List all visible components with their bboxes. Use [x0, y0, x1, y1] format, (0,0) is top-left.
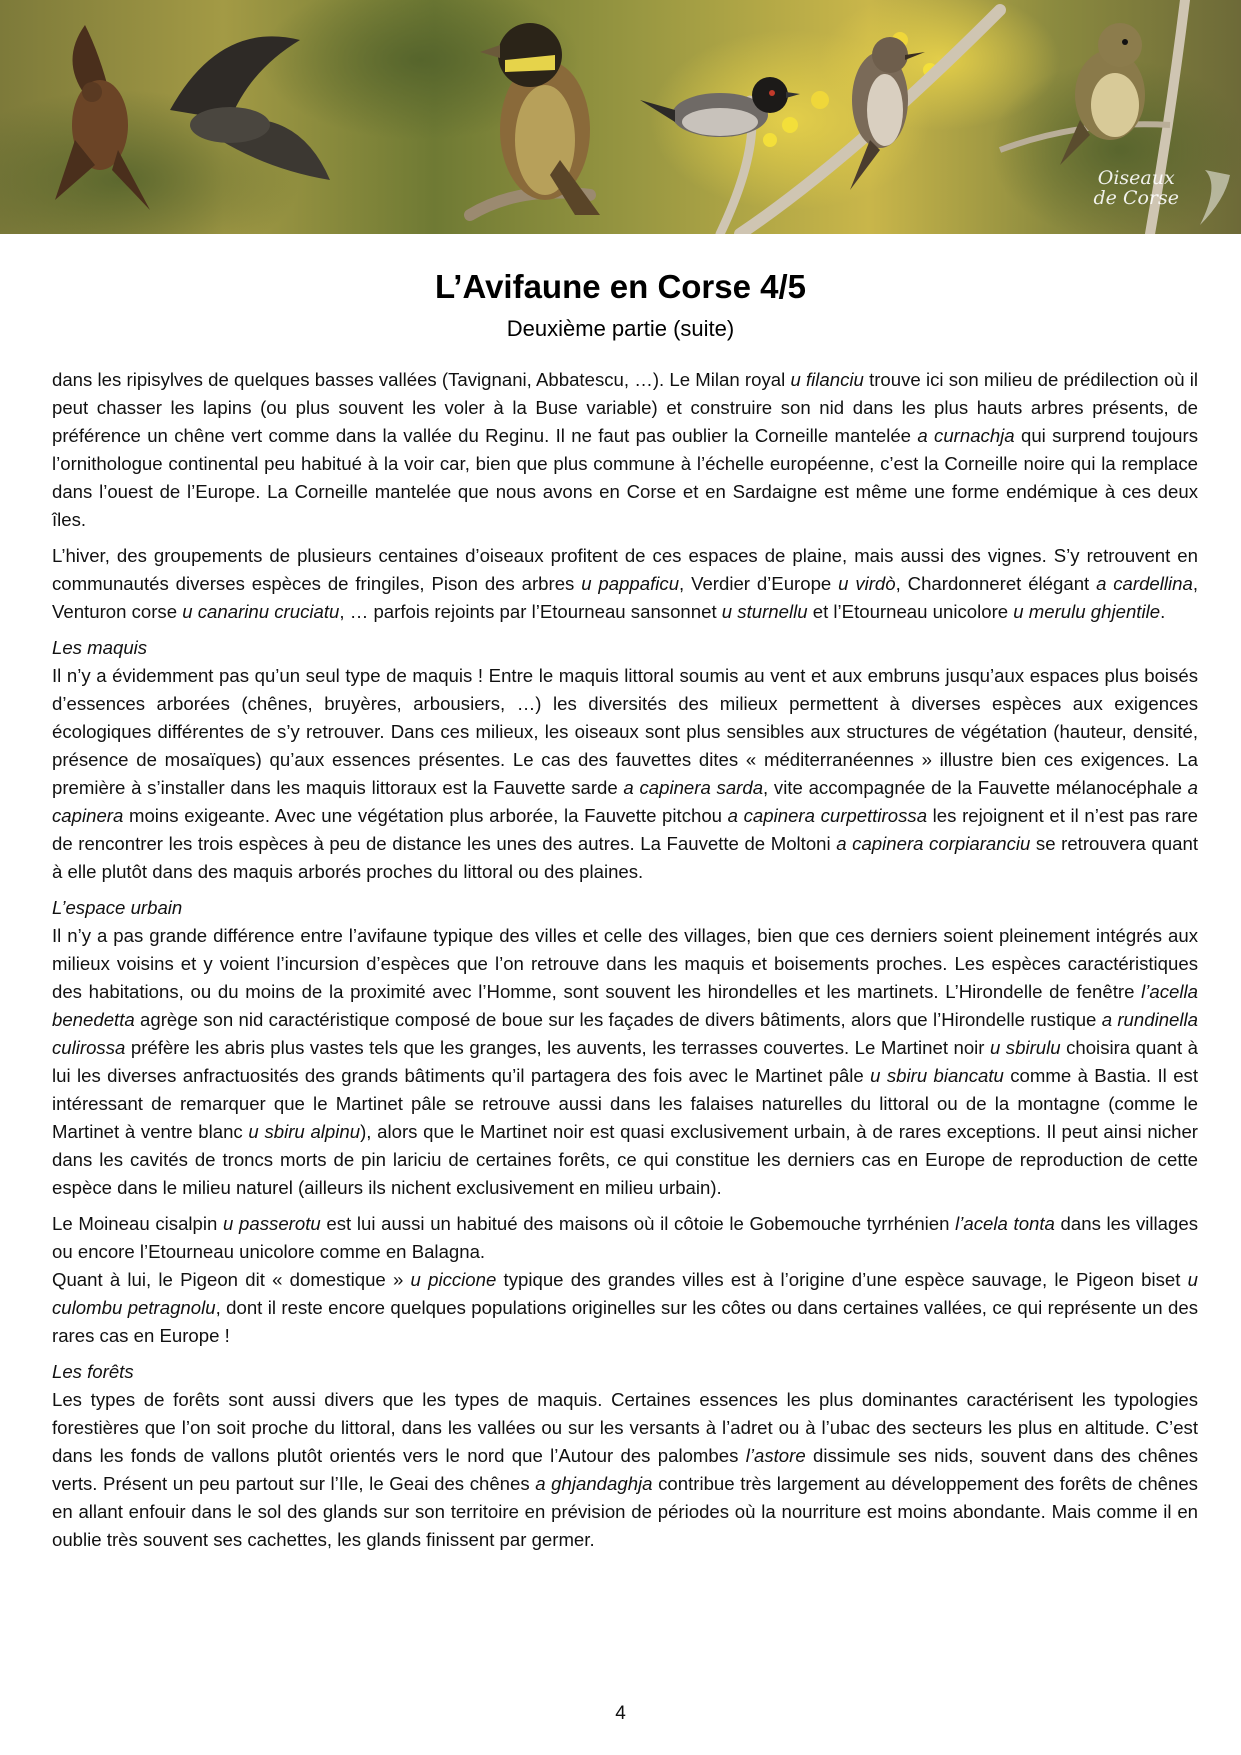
italic-run: u piccione: [410, 1269, 497, 1290]
text-run: , Verdier d’Europe: [679, 573, 839, 594]
page-title: L’Avifaune en Corse 4/5: [434, 268, 807, 305]
section-forets: [52, 1358, 1198, 1554]
banner-illustration: [0, 0, 1241, 234]
text-run: comme à Bastia. Il est intéressant de remarquer que le Martinet pâle se retrouve aussi dans les falaises naturelles du littoral ou de la montagne (comme le Martinet à ventre blanc: [52, 1065, 1198, 1142]
italic-run: u filanciu: [790, 369, 864, 390]
italic-run: l’astore: [745, 1445, 806, 1466]
text-run: dans les ripisylves de quelques basses vallées (Tavignani, Abbatescu, …). Le Milan royal: [52, 369, 791, 390]
text-run: qui surprend toujours l’ornithologue continental peu habitué à la voir car, bien que plus commune à l’échelle européenne, c’est la Corneille noire qui la remplace dans l’ouest de l’Europe. La Corneille mantelée que nous avons en Corse et en Sardaigne est même une forme endémique à ces deux îles.: [52, 425, 1198, 530]
text-run: , Chardonneret élégant: [895, 573, 1097, 594]
text-run: L’hiver, des groupements de plusieurs centaines d’oiseaux profitent de ces espaces de plaine, mais aussi des vignes. S’y retrouvent en communautés diverses espèces de fringiles, Pison des arbres: [52, 545, 1198, 594]
italic-run: L’espace urbain: [52, 897, 183, 918]
banner-watermark: [1094, 168, 1180, 208]
header-banner: [0, 0, 1241, 234]
text-run: , Venturon corse: [52, 573, 1199, 622]
text-run: se retrouvera quant à elle plutôt dans des maquis arborés proches du littoral ou des plaines.: [52, 833, 1198, 882]
italic-run: Les forêts: [52, 1361, 134, 1382]
italic-run: u merulu ghjentile: [1013, 601, 1161, 622]
text-run: Quant à lui, le Pigeon dit « domestique »: [52, 1269, 411, 1290]
italic-run: Les maquis: [52, 637, 148, 658]
italic-run: a curnachja: [917, 425, 1015, 446]
text-run: agrège son nid caractéristique composé de boue sur les façades de divers bâtiments, alors que l’Hirondelle rustique: [134, 1009, 1102, 1030]
text-run: ), alors que le Martinet noir est quasi exclusivement urbain, à de rares exceptions. Il peut ainsi nicher dans les cavités de troncs morts de pin lariciu de certaines forêts, ce qui constitue les derniers cas en Europe de reproduction de cette espèce dans le milieu naturel (ailleurs ils nichent exclusivement en milieu urbain).: [52, 1121, 1198, 1198]
text-run: Le Moineau cisalpin: [52, 1213, 224, 1234]
text-run: choisira quant à lui les diverses anfractuosités des grands bâtiments qu’il partagera des fois avec le Martinet pâle: [52, 1037, 1198, 1086]
text-run: Les types de forêts sont aussi divers que les types de maquis. Certaines essences les plus dominantes caractérisent les typologies forestières que l’on soit proche du littoral, dans les vallées ou sur les versants à l’adret ou à l’ubac des secteurs les plus en altitude. C’est dans les fonds de vallons plutôt orientés vers le nord que l’Autour des palombes: [52, 1389, 1198, 1466]
italic-run: u canarinu cruciatu: [182, 601, 340, 622]
italic-run: a capinera sarda: [623, 777, 764, 798]
italic-run: u sturnellu: [721, 601, 808, 622]
page-subtitle: Deuxième partie (suite): [506, 316, 735, 341]
page-number: 4: [615, 1703, 626, 1724]
text-run: Il n’y a évidemment pas qu’un seul type de maquis ! Entre le maquis littoral soumis au vent et aux embruns jusqu’aux espaces plus boisés d’essences arborées (chênes, bruyères, arbousiers, …) les diversités des milieux permettent à diverses espèces aux exigences écologiques différentes de s’y retrouver. Dans ces milieux, les oiseaux sont plus sensibles aux structures de végétation (hauteur, densité, présence de mosaïques) qu’aux essences présentes. Le cas des fauvettes dites « méditerranéennes » illustre bien ces exigences. La première à s’installer dans les maquis littoraux est la Fauvette sarde: [52, 665, 1198, 798]
section-espace-urbain: [52, 894, 1198, 1202]
paragraph-ripisylves: [52, 366, 1198, 534]
article-body: [52, 366, 1198, 1554]
italic-run: u sbiru alpinu: [248, 1121, 361, 1142]
text-run: typique des grandes villes est à l’origine d’une espèce sauvage, le Pigeon biset: [496, 1269, 1188, 1290]
section-maquis: [52, 634, 1198, 886]
text-run: les rejoignent et il n’est pas rare de rencontrer les trois espèces à peu de distance les unes des autres. La Fauvette de Moltoni: [52, 805, 1198, 854]
italic-run: u virdò: [838, 573, 896, 594]
text-run: trouve ici son milieu de prédilection où il peut chasser les lapins (ou plus souvent les voler à la Buse variable) et construire son nid dans les plus hauts arbres présents, de préférence un chêne vert comme dans la vallée du Reginu. Il ne faut pas oublier la Corneille mantelée: [52, 369, 1199, 446]
italic-run: u passerotu: [223, 1213, 321, 1234]
italic-run: a capinera curpettirossa: [727, 805, 928, 826]
paragraph-hiver: [52, 542, 1198, 626]
italic-run: u sbiru biancatu: [870, 1065, 1004, 1086]
italic-run: a capinera: [52, 777, 1198, 826]
italic-run: l’acela tonta: [955, 1213, 1055, 1234]
italic-run: l’acella benedetta: [52, 981, 1198, 1030]
text-run: contribue très largement au développement des forêts de chênes en allant enfouir dans le sol des glands sur son territoire en prévision de périodes où la nourriture est moins abondante. Mais comme il en oublie très souvent ses cachettes, les glands finissent par germer.: [52, 1473, 1198, 1550]
text-run: , vite accompagnée de la Fauvette mélanocéphale: [763, 777, 1188, 798]
watermark-line-2: de Corse: [1093, 187, 1179, 209]
italic-run: a ghjandaghja: [535, 1473, 653, 1494]
text-run: dans les villages ou encore l’Etourneau unicolore comme en Balagna.: [52, 1213, 1198, 1262]
text-run: et l’Etourneau unicolore: [807, 601, 1014, 622]
italic-run: a rundinella culirossa: [52, 1009, 1198, 1058]
text-run: préfère les abris plus vastes tels que les granges, les auvents, les terrasses couvertes. Le Martinet noir: [125, 1037, 990, 1058]
italic-run: u sbirulu: [989, 1037, 1061, 1058]
text-run: moins exigeante. Avec une végétation plus arborée, la Fauvette pitchou: [123, 805, 728, 826]
text-run: Il n’y a pas grande différence entre l’avifaune typique des villes et celle des villages, bien que ces derniers soient pleinement intégrés aux milieux voisins et y voient l’incursion d’espèces que l’on retrouve dans les maquis et boisements proches. Les espèces caractéristiques des habitations, ou du moins de la proximité avec l’Homme, sont souvent les hirondelles et les martinets. L’Hirondelle de fenêtre: [52, 925, 1198, 1002]
italic-run: a cardellina: [1096, 573, 1193, 594]
text-run: .: [1160, 601, 1166, 622]
italic-run: u culombu petragnolu: [52, 1269, 1198, 1318]
text-run: , … parfois rejoints par l’Etourneau sansonnet: [339, 601, 722, 622]
italic-run: a capinera corpiaranciu: [836, 833, 1031, 854]
text-run: est lui aussi un habitué des maisons où il côtoie le Gobemouche tyrrhénien: [320, 1213, 956, 1234]
italic-run: u pappaficu: [581, 573, 680, 594]
text-run: , dont il reste encore quelques populations originelles sur les côtes ou dans certaines vallées, ce qui représente un des rares cas en Europe !: [52, 1297, 1198, 1346]
paragraph-moineau-pigeon: [52, 1210, 1198, 1350]
text-run: dissimule ses nids, souvent dans des chênes verts. Présent un peu partout sur l’Ile, le Geai des chênes: [52, 1445, 1199, 1494]
watermark-line-1: Oiseaux: [1097, 167, 1175, 189]
